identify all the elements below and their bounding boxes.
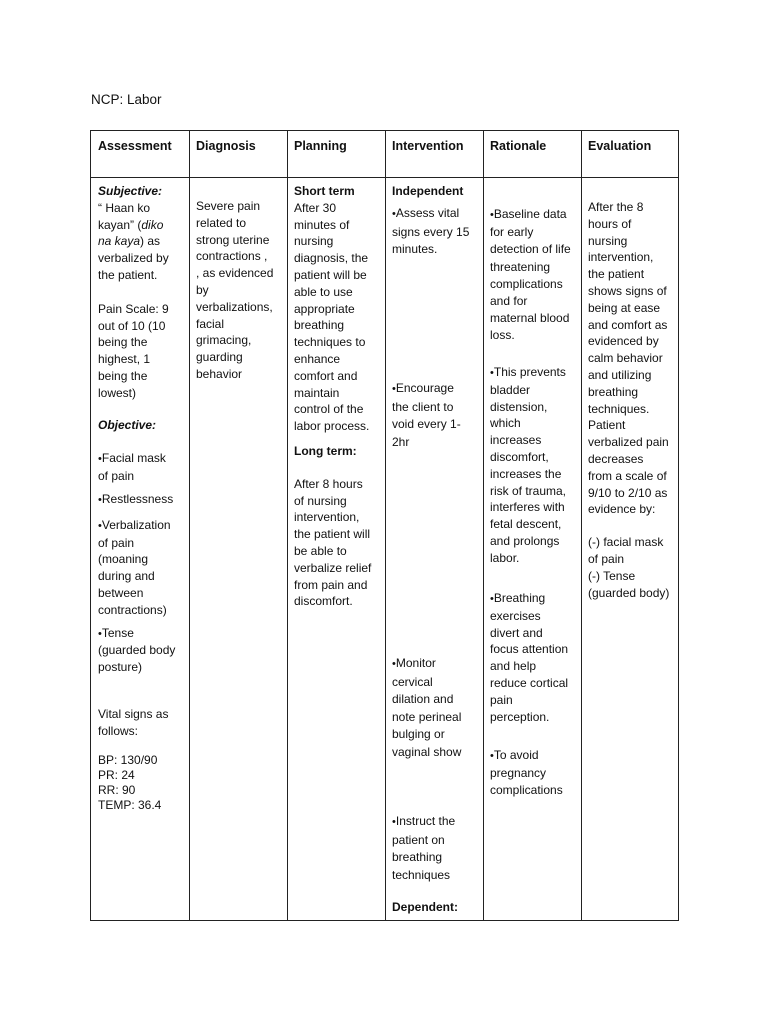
diagnosis-line: behavior (196, 366, 243, 381)
diagnosis-line: guarding (196, 350, 243, 365)
planning-line: nursing (294, 234, 334, 249)
pain-scale-line: Pain Scale: 9 (98, 301, 169, 316)
objective-label: Objective: (98, 417, 157, 432)
planning-line: from pain and (294, 577, 368, 592)
column-divider (483, 131, 484, 920)
pain-scale-line: lowest) (98, 385, 137, 400)
header-planning: Planning (294, 139, 347, 153)
planning-line: intervention, (294, 510, 360, 525)
diagnosis-line: grimacing, (196, 333, 252, 348)
planning-cell (294, 183, 371, 610)
subjective-label: Subjective: (98, 184, 163, 198)
planning-line: verbalize relief (294, 560, 372, 575)
objective-item-line: posture) (98, 660, 143, 675)
objective-item-line: between (98, 585, 144, 600)
subjective-quote-line: na kaya) as (98, 234, 161, 249)
planning-line: breathing (294, 318, 345, 333)
pain-scale-line: highest, 1 (98, 352, 151, 367)
objective-item: •Tense (98, 625, 134, 640)
rationale-item: •Breathing exercises divert and focus attention and help reduce cortical pain perception. (490, 591, 569, 724)
subjective-quote-line: the patient. (98, 267, 158, 282)
vital-signs-line: follows: (98, 723, 139, 738)
planning-line: discomfort. (294, 594, 353, 609)
subjective-quote-line: verbalized by (98, 251, 169, 266)
intervention-item: •Assess vital signs every 15 minutes. (392, 206, 470, 256)
dependent-label: Dependent: (392, 900, 458, 914)
objective-item: •Facial mask (98, 451, 166, 466)
header-diagnosis: Diagnosis (196, 139, 256, 153)
diagnosis-line: by (196, 282, 209, 297)
objective-item-line: (moaning (98, 552, 149, 567)
planning-line: be able to (294, 543, 347, 558)
planning-line: comfort and (294, 368, 358, 383)
diagnosis-line: strong uterine (196, 232, 270, 247)
planning-line: minutes of (294, 217, 350, 232)
column-divider (581, 131, 582, 920)
planning-line: of nursing (294, 493, 347, 508)
objective-item-line: contractions) (98, 602, 167, 617)
column-divider (287, 131, 288, 920)
rationale-item: •Baseline data for early detection of life threatening complications and for maternal blood loss. (490, 207, 571, 343)
planning-line: diagnosis, the (294, 251, 369, 266)
diagnosis-line: Severe pain (196, 199, 261, 213)
objective-item-line: (guarded body (98, 643, 176, 658)
planning-line: maintain (294, 385, 340, 400)
long-term-label: Long term: (294, 443, 357, 458)
header-assessment: Assessment (98, 139, 172, 153)
planning-line: After 30 (294, 200, 337, 215)
planning-line: After 8 hours (294, 476, 363, 491)
subjective-quote-line: “ Haan ko (98, 200, 151, 215)
planning-line: labor process. (294, 419, 370, 434)
diagnosis-line: verbalizations, (196, 299, 273, 314)
objective-item-line: of pain (98, 535, 135, 550)
planning-line: techniques to (294, 335, 366, 350)
vital-signs-line: Vital signs as (98, 706, 169, 721)
diagnosis-line: contractions , (196, 249, 268, 264)
diagnosis-cell (196, 198, 273, 383)
objective-item-line: of pain (98, 469, 135, 484)
short-term-label: Short term (294, 184, 355, 198)
intervention-item: •Encourage the client to void every 1- 2hr (392, 381, 461, 449)
vital-bp: BP: 130/90 (98, 752, 158, 767)
header-divider (91, 177, 678, 178)
planning-line: able to use (294, 284, 353, 299)
planning-line: the patient will (294, 527, 371, 542)
pain-scale-line: out of 10 (10 (98, 318, 166, 333)
diagnosis-line: related to (196, 215, 247, 230)
rationale-item: •This prevents bladder distension, which increases discomfort, increases the risk of trauma, interferes with fetal descent, and prolongs labor. (490, 365, 567, 565)
objective-item-line: during and (98, 569, 155, 584)
planning-line: appropriate (294, 301, 355, 316)
subjective-quote-line: kayan” (diko (98, 217, 164, 232)
planning-line: patient will be (294, 267, 367, 282)
column-divider (385, 131, 386, 920)
planning-line: control of the (294, 402, 364, 417)
assessment-cell (98, 183, 175, 813)
planning-line: enhance (294, 351, 341, 366)
objective-item: •Verbalization (98, 517, 171, 532)
independent-label: Independent (392, 184, 464, 198)
header-evaluation: Evaluation (588, 139, 652, 153)
vital-temp: TEMP: 36.4 (98, 797, 162, 812)
document-title: NCP: Labor (91, 92, 162, 107)
vital-rr: RR: 90 (98, 782, 136, 797)
intervention-item: •Monitor cervical dilation and note perineal bulging or vaginal show (392, 656, 462, 759)
evaluation-cell: After the 8 hours of nursing intervention, the patient shows signs of being at ease and comfort as evidenced by calm behavior and utilizing breathing techniques. Patient verbalized pain decreases from a scale of 9/10 to 2/10 as evidence by: (-) facial mask of pain (-) Tense (guarded body) (588, 200, 670, 600)
header-intervention: Intervention (392, 139, 464, 153)
pain-scale-line: being the (98, 335, 148, 350)
diagnosis-line: facial (196, 316, 225, 331)
header-rationale: Rationale (490, 139, 547, 153)
column-divider (189, 131, 190, 920)
objective-item: •Restlessness (98, 491, 174, 506)
pain-scale-line: being the (98, 368, 148, 383)
rationale-item: •To avoid pregnancy complications (490, 748, 563, 797)
nursing-care-plan-table (90, 130, 679, 921)
intervention-item: •Instruct the patient on breathing techniques (392, 814, 456, 882)
diagnosis-line: , as evidenced (196, 266, 274, 281)
vital-pr: PR: 24 (98, 767, 135, 782)
